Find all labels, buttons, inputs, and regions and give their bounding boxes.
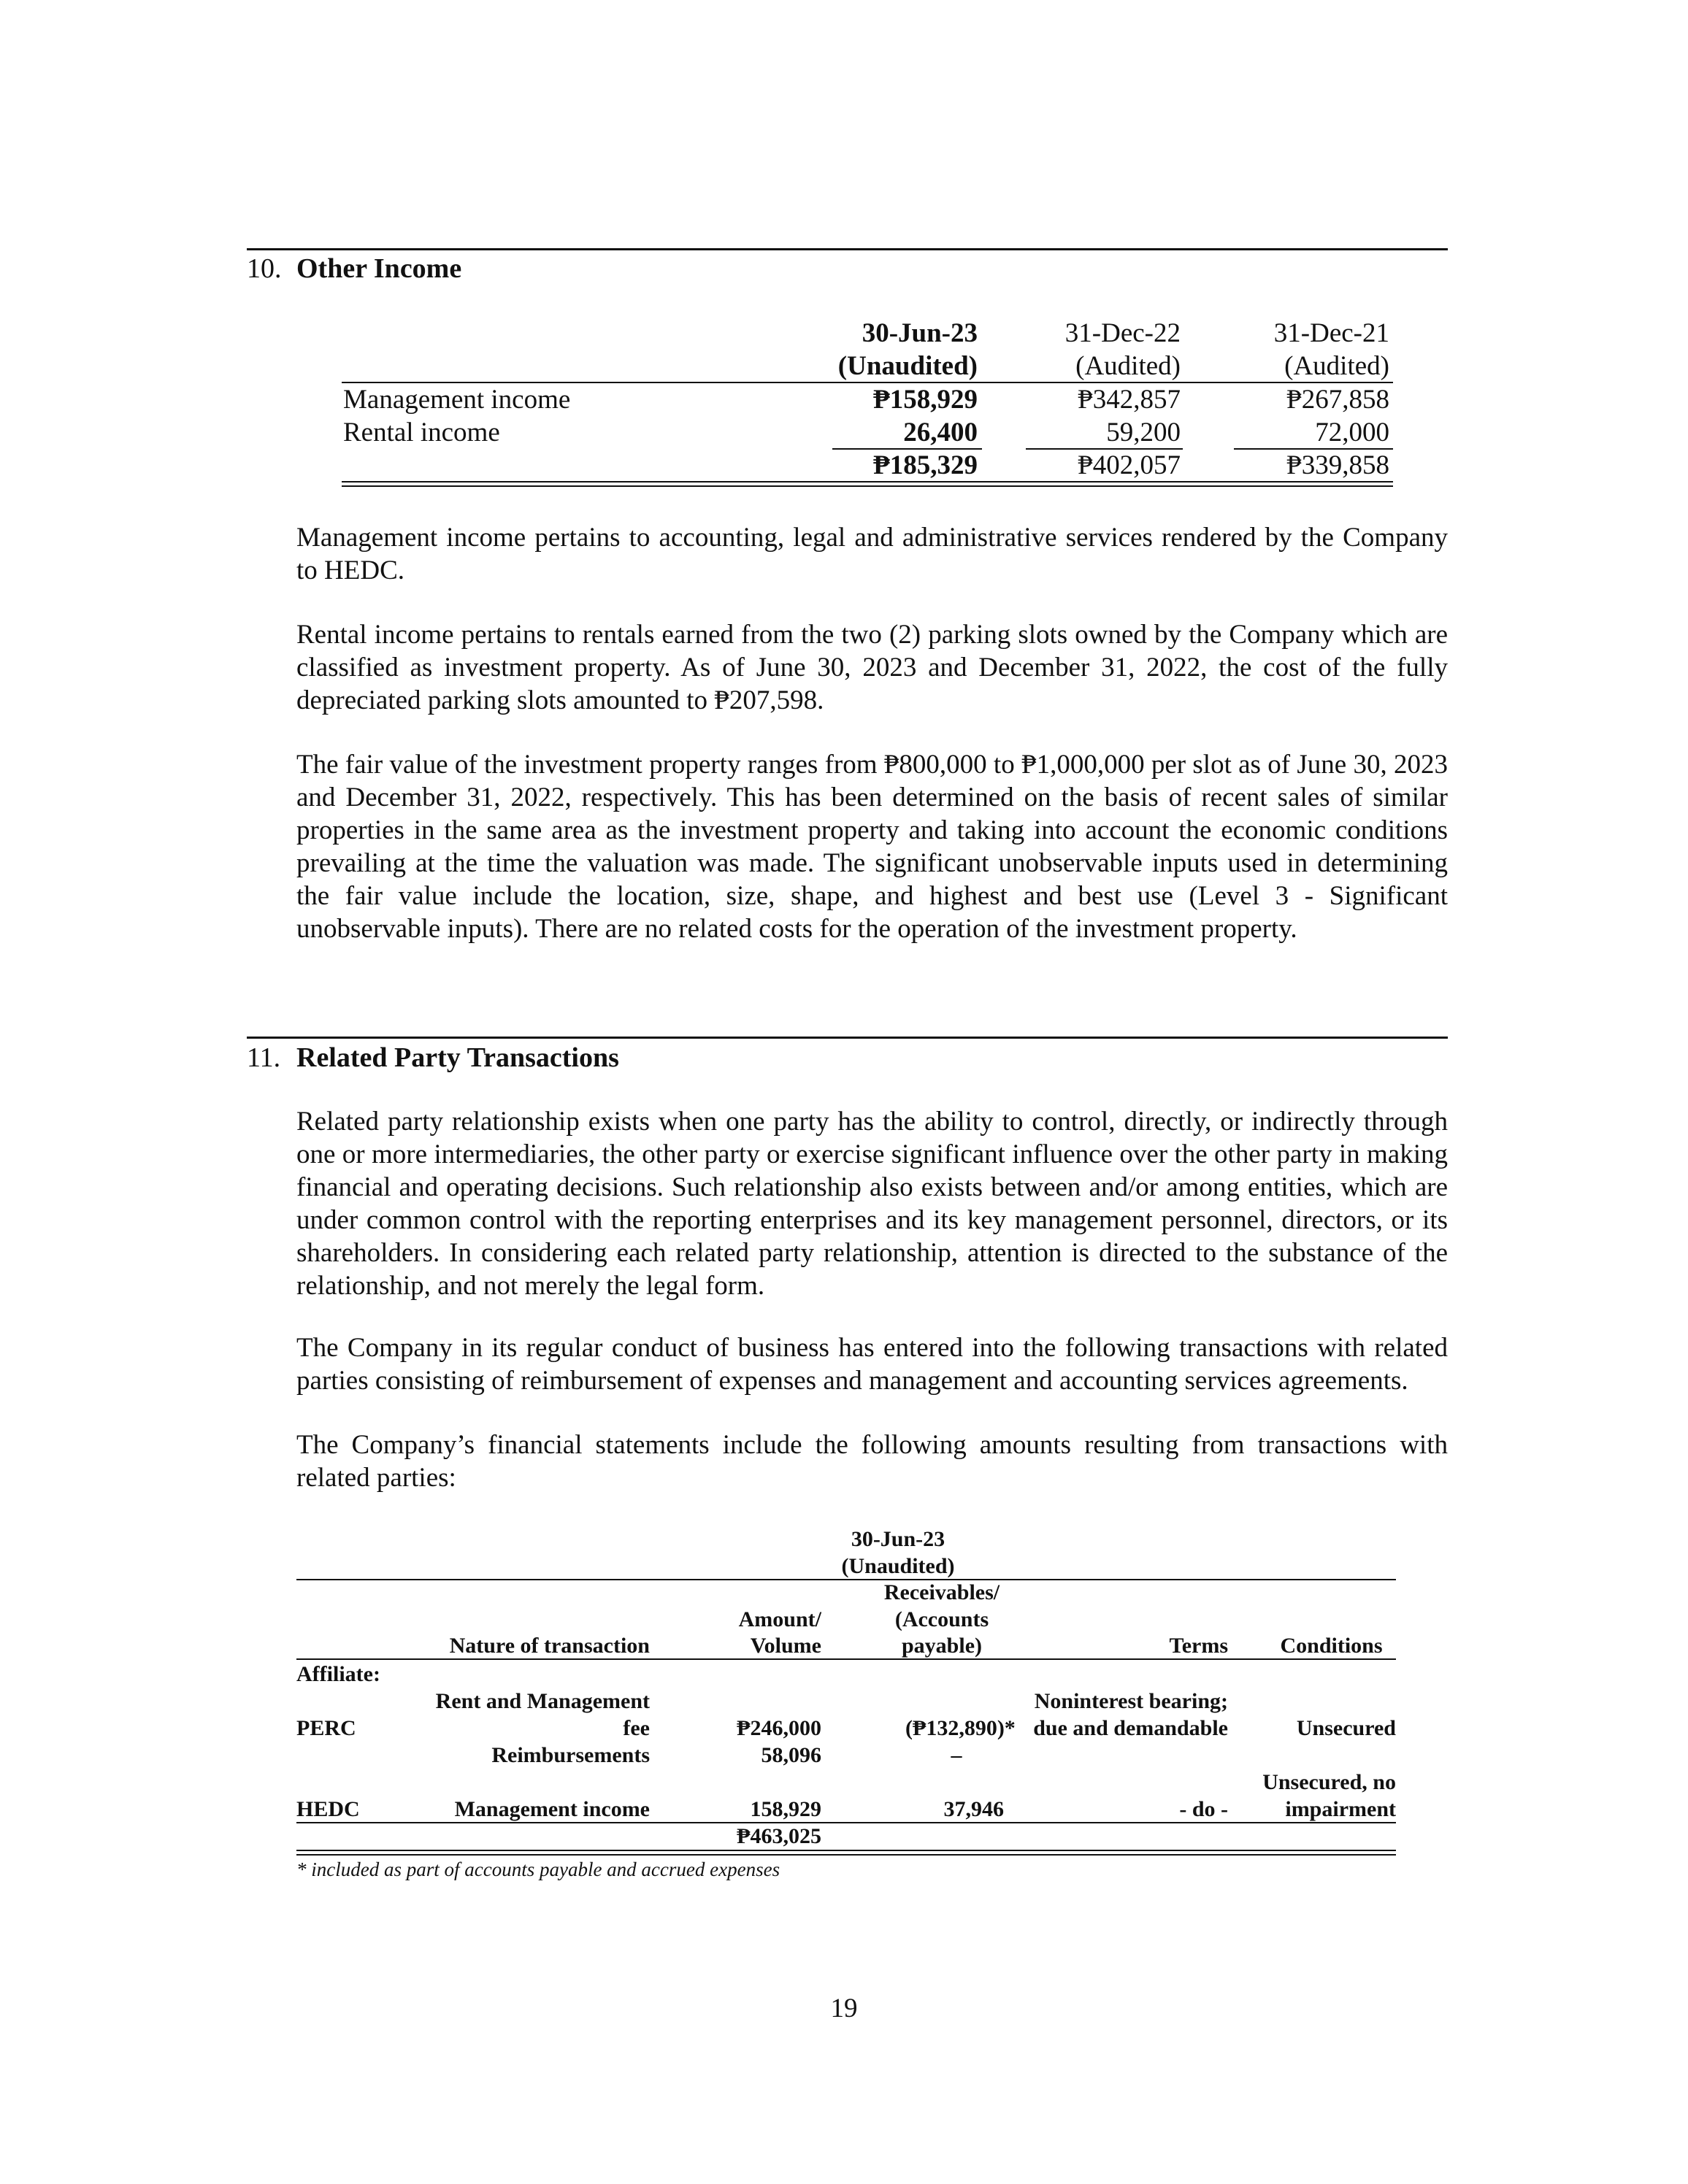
section-heading bbox=[247, 252, 461, 285]
column-header-sub: (Audited) bbox=[1284, 351, 1389, 381]
total-cell: ₱463,025 bbox=[737, 1824, 821, 1848]
table-cell: Reimbursements bbox=[491, 1743, 650, 1767]
column-header: Nature of transaction bbox=[449, 1634, 650, 1658]
total-cell: ₱339,858 bbox=[1286, 450, 1389, 480]
table-cell: – bbox=[951, 1743, 962, 1767]
table-cell: impairment bbox=[1285, 1797, 1396, 1821]
paragraph: Rental income pertains to rentals earned from the two (2) parking slots owned by the Company which are classified as investment property. As of June 30, 2023 and December 31, 2022, the cost of the fully depreciated parking slots amounted to ₱207,598. bbox=[296, 620, 1448, 715]
table-cell: 37,946 bbox=[943, 1797, 1004, 1821]
column-header: Terms bbox=[1169, 1634, 1228, 1658]
entity-label: PERC bbox=[296, 1716, 356, 1740]
column-header: Volume bbox=[750, 1634, 821, 1658]
double-rule bbox=[296, 1850, 1396, 1851]
column-header-sub: (Unaudited) bbox=[837, 351, 978, 381]
paragraph: The Company’s financial statements include the following amounts resulting from transactions with related parties: bbox=[296, 1430, 1448, 1493]
header-rule bbox=[296, 1579, 1396, 1580]
period-header: 30-Jun-23 bbox=[851, 1527, 945, 1551]
section-number: 11. bbox=[247, 1042, 281, 1073]
table-cell: 72,000 bbox=[1315, 418, 1389, 447]
section-number: 10. bbox=[247, 253, 282, 284]
row-label: Rental income bbox=[343, 418, 500, 447]
section-heading bbox=[247, 1041, 619, 1074]
table-cell: Rent and Management bbox=[435, 1689, 650, 1713]
column-header: (Accounts bbox=[894, 1607, 989, 1631]
page-number: 19 bbox=[830, 1993, 858, 2023]
column-header: Conditions bbox=[1280, 1634, 1383, 1658]
column-header-sub: (Audited) bbox=[1075, 351, 1181, 381]
table-cell: 26,400 bbox=[903, 418, 978, 447]
period-header-sub: (Unaudited) bbox=[841, 1554, 955, 1578]
paragraph: The Company in its regular conduct of business has entered into the following transactions with related parties consisting of reimbursement of expenses and management and accounting services agreements. bbox=[296, 1333, 1448, 1396]
table-cell: 58,096 bbox=[761, 1743, 821, 1767]
column-header: Receivables/ bbox=[883, 1580, 1000, 1604]
section-title: Related Party Transactions bbox=[296, 1042, 619, 1073]
total-cell: ₱402,057 bbox=[1078, 450, 1181, 480]
group-label: Affiliate: bbox=[296, 1662, 380, 1686]
table-cell: (₱132,890)* bbox=[905, 1716, 1016, 1740]
section-divider bbox=[247, 248, 1448, 250]
table-cell: ₱267,858 bbox=[1286, 385, 1389, 415]
table-cell: 59,200 bbox=[1106, 418, 1181, 447]
paragraph: Related party relationship exists when one party has the ability to control, directly, or indirectly through one or more intermediaries, the other party or exercise significant influence over the other party in making financial and operating decisions. Such relationship also exists between and/or among entities, which are under common control with the reporting enterprises and its key management personnel, directors, or its shareholders. In considering each related party relationship, attention is directed to the substance of the relationship, and not merely the legal form. bbox=[296, 1107, 1448, 1301]
table-cell: ₱158,929 bbox=[873, 385, 978, 415]
total-cell: ₱185,329 bbox=[873, 450, 978, 480]
section-divider bbox=[247, 1037, 1448, 1039]
table-cell: due and demandable bbox=[1033, 1716, 1228, 1740]
table-cell: Management income bbox=[454, 1797, 650, 1821]
table-cell: Noninterest bearing; bbox=[1034, 1689, 1228, 1713]
table-cell: 158,929 bbox=[750, 1797, 821, 1821]
column-header: 31-Dec-22 bbox=[1064, 318, 1181, 348]
column-header: Amount/ bbox=[738, 1607, 821, 1631]
entity-label: HEDC bbox=[296, 1797, 360, 1821]
table-cell: ₱246,000 bbox=[737, 1716, 821, 1740]
table-cell: - do - bbox=[1179, 1797, 1228, 1821]
row-label: Management income bbox=[343, 385, 571, 415]
double-rule bbox=[342, 481, 1393, 482]
column-header: 30-Jun-23 bbox=[862, 318, 978, 348]
double-rule bbox=[296, 1854, 1396, 1856]
footnote: * included as part of accounts payable and accrued expenses bbox=[296, 1858, 780, 1880]
paragraph: Management income pertains to accounting, legal and administrative services rendered by the Company to HEDC. bbox=[296, 523, 1448, 585]
header-rule bbox=[296, 1658, 1396, 1660]
table-cell: Unsecured bbox=[1296, 1716, 1396, 1740]
table-cell: ₱342,857 bbox=[1078, 385, 1181, 415]
column-header: payable) bbox=[901, 1634, 982, 1658]
column-header: 31-Dec-21 bbox=[1273, 318, 1389, 348]
paragraph: The fair value of the investment property ranges from ₱800,000 to ₱1,000,000 per slot as of June 30, 2023 and December 31, 2022, respectively. This has been determined on the basis of recent sales of similar properties in the same area as the investment property and taking into account the economic conditions prevailing at the time the valuation was made. The significant unobservable inputs used in determining the fair value include the location, size, shape, and highest and best use (Level 3 - Significant unobservable inputs). There are no related costs for the operation of the investment property. bbox=[296, 750, 1448, 944]
subtotal-rule bbox=[296, 1822, 1396, 1823]
table-cell: Unsecured, no bbox=[1262, 1770, 1396, 1794]
double-rule bbox=[342, 485, 1393, 487]
table-cell: fee bbox=[623, 1716, 650, 1740]
section-title: Other Income bbox=[296, 253, 462, 284]
